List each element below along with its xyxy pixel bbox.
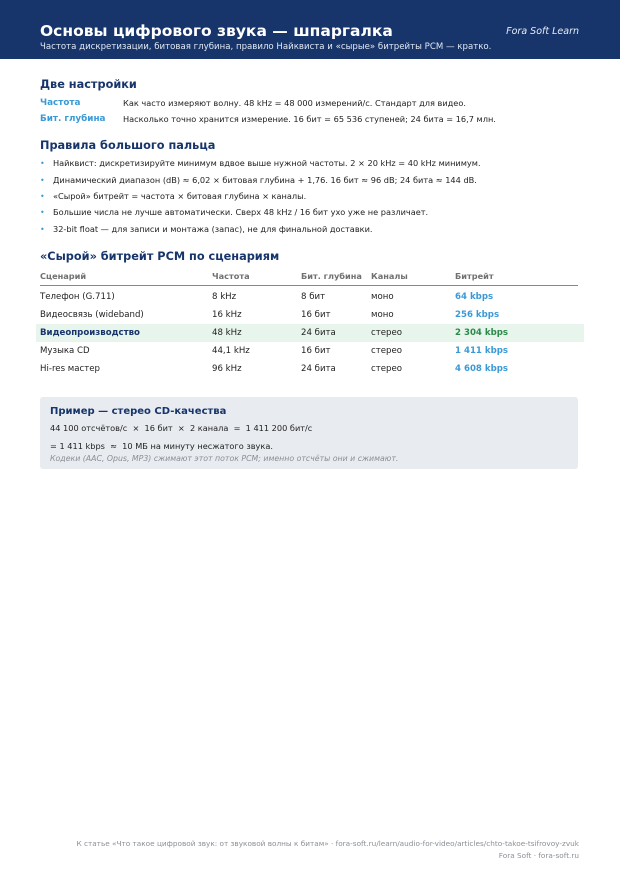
rule-item bbox=[40, 174, 585, 187]
cell-rate: 96 kHz bbox=[212, 364, 242, 374]
cell-rate: 44,1 kHz bbox=[212, 346, 250, 356]
rule-item bbox=[40, 223, 585, 236]
brand-label: Fora Soft Learn bbox=[506, 26, 579, 37]
setting-row bbox=[40, 112, 580, 126]
table-row bbox=[40, 288, 578, 306]
table-header-row bbox=[40, 268, 578, 286]
column-header-scenario: Сценарий bbox=[40, 271, 87, 281]
header-band bbox=[0, 0, 620, 59]
cell-rate: 16 kHz bbox=[212, 310, 242, 320]
settings-heading: Две настройки bbox=[40, 78, 137, 91]
rules-heading: Правила большого пальца bbox=[40, 139, 216, 152]
cell-channels: стерео bbox=[371, 328, 403, 338]
cell-scenario: Hi-res мастер bbox=[40, 364, 101, 374]
column-header-bitrate: Битрейт bbox=[455, 271, 494, 281]
table-row bbox=[40, 342, 578, 360]
cell-bitrate: 4 608 kbps bbox=[455, 364, 509, 374]
bullet-icon: • bbox=[40, 192, 45, 201]
footer-brand[interactable]: Fora Soft · fora-soft.ru bbox=[498, 851, 579, 860]
setting-term: Частота bbox=[40, 98, 81, 108]
cell-channels: стерео bbox=[371, 364, 403, 374]
rule-text: Динамический диапазон (dB) ≈ 6,02 × битовая глубина + 1,76. 16 бит ≈ 96 dB; 24 бита ≈ 144 dB. bbox=[53, 175, 477, 185]
rule-item bbox=[40, 206, 585, 219]
bitrate-table bbox=[40, 268, 578, 378]
setting-desc: Насколько точно хранится измерение. 16 бит = 65 536 ступеней; 24 бита = 16,7 млн. bbox=[123, 114, 496, 124]
cell-scenario: Музыка CD bbox=[40, 346, 90, 356]
setting-term: Бит. глубина bbox=[40, 114, 106, 124]
cell-rate: 8 kHz bbox=[212, 292, 237, 302]
rule-item bbox=[40, 190, 585, 203]
rule-text: «Сырой» битрейт = частота × битовая глубина × каналы. bbox=[53, 191, 307, 201]
bullet-icon: • bbox=[40, 176, 45, 185]
cell-depth: 8 бит bbox=[301, 292, 326, 302]
cell-scenario: Видеопроизводство bbox=[40, 328, 140, 338]
column-header-depth: Бит. глубина bbox=[301, 271, 362, 281]
page-subtitle: Частота дискретизации, битовая глубина, правило Найквиста и «сырые» битрейты PCM — кратко. bbox=[40, 42, 492, 52]
cell-channels: моно bbox=[371, 310, 394, 320]
rule-item bbox=[40, 157, 585, 170]
table-heading: «Сырой» битрейт PCM по сценариям bbox=[40, 250, 280, 263]
column-header-rate: Частота bbox=[212, 271, 250, 281]
cell-channels: моно bbox=[371, 292, 394, 302]
page-title: Основы цифрового звука — шпаргалка bbox=[40, 22, 393, 40]
example-title: Пример — стерео CD-качества bbox=[50, 406, 227, 417]
cell-channels: стерео bbox=[371, 346, 403, 356]
cell-bitrate: 1 411 kbps bbox=[455, 346, 509, 356]
column-header-channels: Каналы bbox=[371, 271, 408, 281]
rule-text: Найквист: дискретизируйте минимум вдвое выше нужной частоты. 2 × 20 kHz = 40 kHz минимум. bbox=[53, 158, 481, 168]
cell-depth: 16 бит bbox=[301, 310, 331, 320]
bullet-icon: • bbox=[40, 208, 45, 217]
cell-depth: 24 бита bbox=[301, 328, 336, 338]
example-formula: 44 100 отсчётов/с × 16 бит × 2 канала = 1 411 200 бит/с bbox=[50, 423, 313, 433]
cell-rate: 48 kHz bbox=[212, 328, 242, 338]
example-result: = 1 411 kbps ≈ 10 МБ на минуту несжатого звука. bbox=[50, 441, 273, 451]
table-row bbox=[40, 360, 578, 378]
table-row-highlighted bbox=[36, 324, 584, 342]
bullet-icon: • bbox=[40, 159, 45, 168]
cell-bitrate: 2 304 kbps bbox=[455, 328, 509, 338]
cell-depth: 24 бита bbox=[301, 364, 336, 374]
cell-scenario: Видеосвязь (wideband) bbox=[40, 310, 144, 320]
example-note: Кодеки (AAC, Opus, MP3) сжимают этот поток PCM; именно отсчёты они и сжимают. bbox=[50, 454, 399, 463]
cell-depth: 16 бит bbox=[301, 346, 331, 356]
footer-article-link[interactable]: К статье «Что такое цифровой звук: от звуковой волны к битам» · fora-soft.ru/learn/audio-for-video/articles/chto-takoe-tsifrovoy-zvuk bbox=[76, 839, 579, 848]
bullet-icon: • bbox=[40, 225, 45, 234]
cell-bitrate: 64 kbps bbox=[455, 292, 494, 302]
rule-text: Большие числа не лучше автоматически. Сверх 48 kHz / 16 бит ухо уже не различает. bbox=[53, 207, 429, 217]
table-row bbox=[40, 306, 578, 324]
setting-desc: Как часто измеряют волну. 48 kHz = 48 000 измерений/с. Стандарт для видео. bbox=[123, 98, 466, 108]
cell-bitrate: 256 kbps bbox=[455, 310, 500, 320]
rule-text: 32-bit float — для записи и монтажа (запас), не для финальной доставки. bbox=[53, 224, 373, 234]
cell-scenario: Телефон (G.711) bbox=[40, 292, 115, 302]
example-box bbox=[40, 397, 578, 469]
setting-row bbox=[40, 96, 580, 110]
